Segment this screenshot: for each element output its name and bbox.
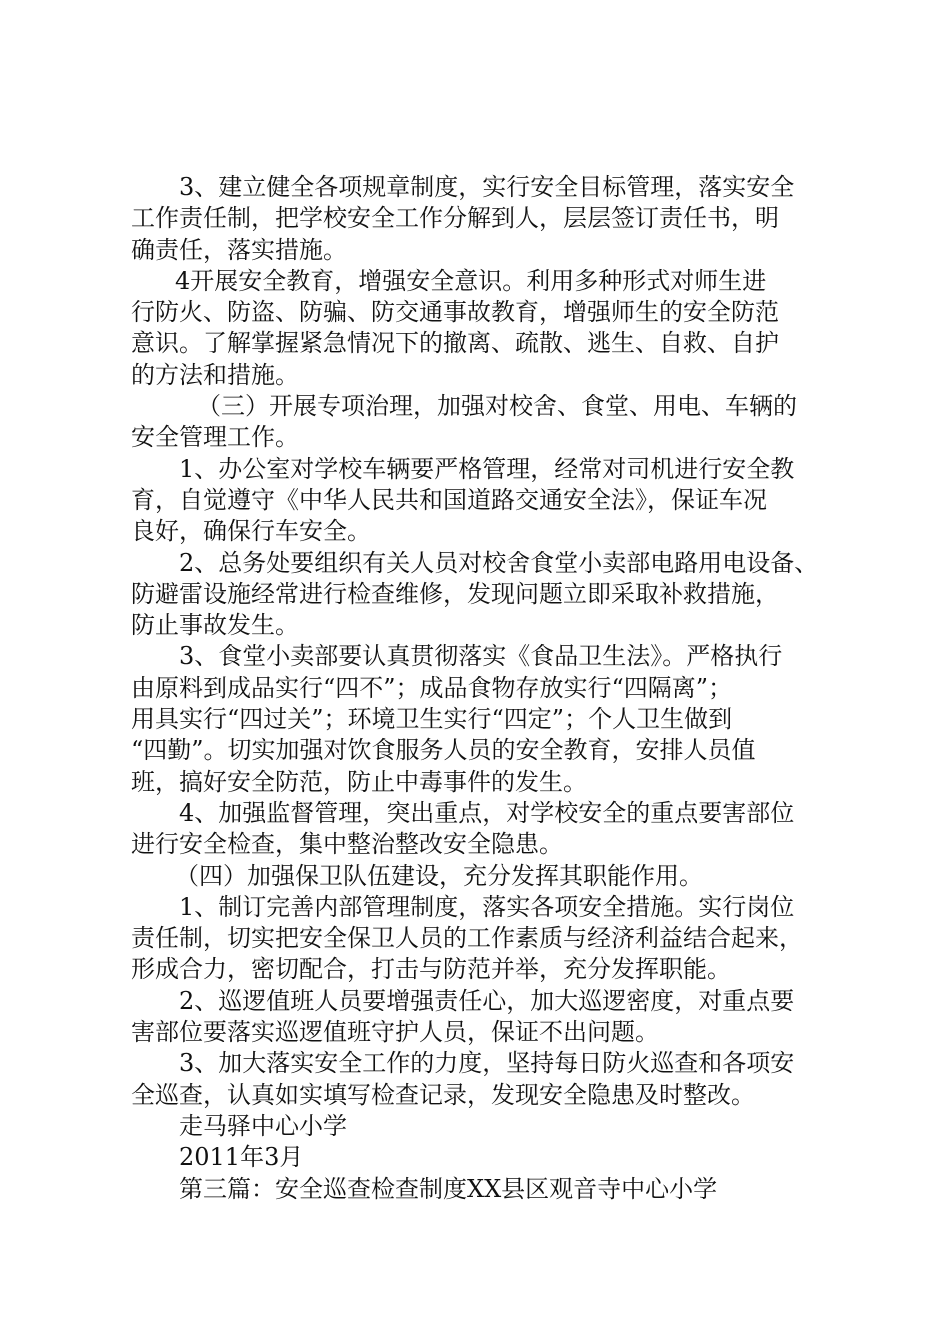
text-line: “四勤”。切实加强对饮食服务人员的安全教育，安排人员值 bbox=[131, 736, 756, 765]
text-line: （四）加强保卫队伍建设，充分发挥其职能作用。 bbox=[175, 861, 703, 890]
text-line: 走马驿中心小学 bbox=[179, 1111, 347, 1140]
text-line: 行防火、防盗、防骗、防交通事故教育，增强师生的安全防范 bbox=[131, 298, 779, 327]
text-line: 4开展安全教育，增强安全意识。利用多种形式对师生进 bbox=[175, 266, 767, 295]
text-line: 2011年3月 bbox=[179, 1143, 304, 1172]
text-line: 确责任，落实措施。 bbox=[131, 235, 347, 264]
text-line: 2、总务处要组织有关人员对校舍食堂小卖部电路用电设备、 bbox=[179, 548, 819, 577]
text-line: 2、巡逻值班人员要增强责任心，加大巡逻密度，对重点要 bbox=[179, 986, 795, 1015]
text-line: 责任制，切实把安全保卫人员的工作素质与经济利益结合起来， bbox=[131, 924, 803, 953]
text-line: 由原料到成品实行“四不”；成品食物存放实行“四隔离”； bbox=[131, 673, 733, 702]
text-line: （三）开展专项治理，加强对校舍、食堂、用电、车辆的 bbox=[197, 392, 797, 421]
text-line: 安全管理工作。 bbox=[131, 423, 299, 452]
text-line: 育，自觉遵守《中华人民共和国道路交通安全法》，保证车况 bbox=[131, 485, 767, 514]
text-line: 第三篇：安全巡查检查制度XX县区观音寺中心小学 bbox=[179, 1174, 718, 1203]
text-line: 全巡查，认真如实填写检查记录，发现安全隐患及时整改。 bbox=[131, 1080, 755, 1109]
text-line: 3、建立健全各项规章制度，实行安全目标管理，落实安全 bbox=[179, 173, 795, 201]
text-line: 1、办公室对学校车辆要严格管理，经常对司机进行安全教 bbox=[179, 454, 795, 483]
text-line: 防止事故发生。 bbox=[131, 611, 299, 640]
text-line: 3、食堂小卖部要认真贯彻落实《食品卫生法》。严格执行 bbox=[179, 642, 783, 671]
text-line: 工作责任制，把学校安全工作分解到人，层层签订责任书，明 bbox=[131, 204, 779, 233]
text-line: 形成合力，密切配合，打击与防范并举，充分发挥职能。 bbox=[131, 955, 731, 984]
text-line: 用具实行“四过关”；环境卫生实行“四定”；个人卫生做到 bbox=[131, 705, 733, 734]
text-line: 3、加大落实安全工作的力度，坚持每日防火巡查和各项安 bbox=[179, 1049, 795, 1078]
text-line: 害部位要落实巡逻值班守护人员，保证不出问题。 bbox=[131, 1018, 659, 1047]
text-line: 良好，确保行车安全。 bbox=[131, 517, 371, 546]
text-line: 1、制订完善内部管理制度，落实各项安全措施。实行岗位 bbox=[179, 892, 795, 921]
text-line: 意识。了解掌握紧急情况下的撤离、疏散、逃生、自救、自护 bbox=[131, 329, 779, 358]
text-line: 防避雷设施经常进行检查维修，发现问题立即采取补救措施， bbox=[131, 579, 779, 608]
text-line: 班，搞好安全防范，防止中毒事件的发生。 bbox=[131, 767, 587, 796]
document-body bbox=[131, 172, 836, 1205]
text-line: 的方法和措施。 bbox=[131, 360, 299, 389]
text-line: 4、加强监督管理，突出重点，对学校安全的重点要害部位 bbox=[179, 798, 795, 827]
text-line: 进行安全检查，集中整治整改安全隐患。 bbox=[131, 830, 563, 859]
